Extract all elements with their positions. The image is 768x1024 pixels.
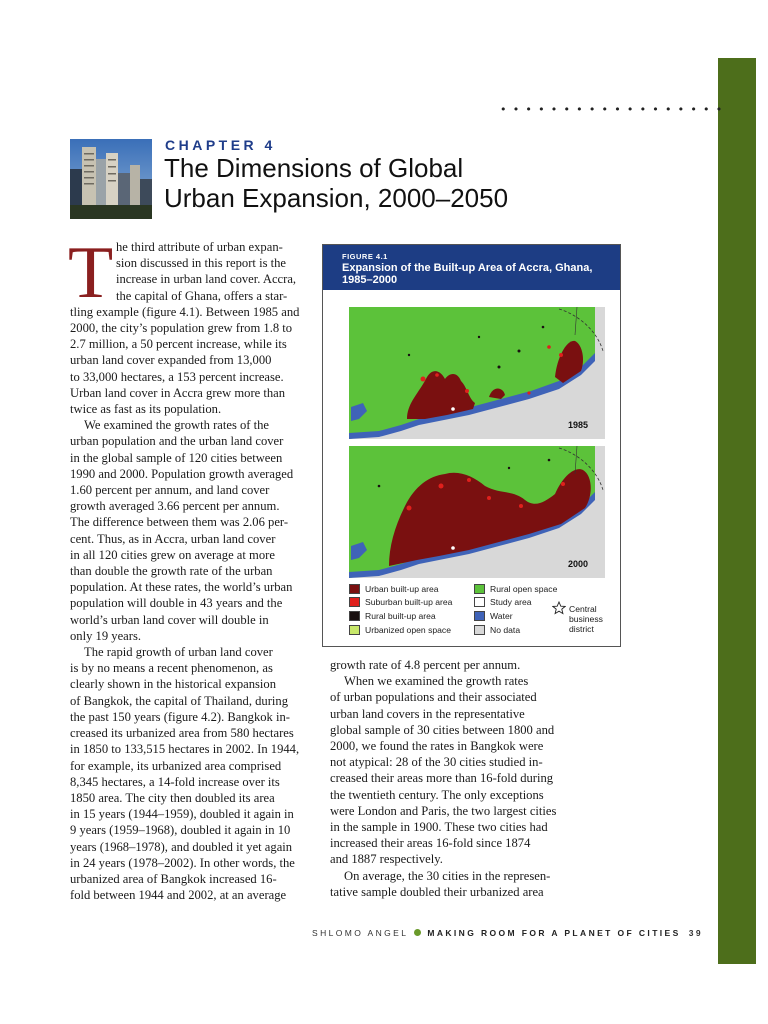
text-line: in 1850 to 133,515 hectares in 2002. In 1944,	[70, 742, 300, 757]
page-edge-bar	[718, 58, 756, 964]
cbd-label-line: district	[569, 624, 594, 634]
figure-header	[323, 245, 620, 290]
decorative-dots: ••••••••••••••••••	[500, 103, 729, 116]
text-line: Urban land cover in Accra grew more than	[70, 385, 286, 400]
text-line: 1850 area. The city then doubled its area	[70, 790, 275, 805]
text-line: the capital of Ghana, offers a star-	[116, 288, 288, 303]
text-line: is by no means a recent phenomenon, as	[70, 661, 273, 676]
text-line: the twentieth century. The only exceptions	[330, 787, 544, 802]
figure-title-line: 1985–2000	[342, 274, 398, 286]
text-line: in all 120 cities grew on average at more	[70, 547, 275, 562]
cbd-label-line: business	[569, 614, 603, 624]
map-year-label: 1985	[568, 420, 589, 430]
figure-title	[342, 262, 592, 286]
legend-label: Urban built-up area	[365, 584, 439, 594]
text-line: were London and Paris, the two largest cities	[330, 803, 557, 818]
legend-label: Study area	[490, 597, 532, 607]
text-line: population will double in 43 years and the	[70, 596, 283, 611]
text-line: urban population and the urban land cover	[70, 434, 284, 449]
text-line: growth averaged 3.66 percent per annum.	[70, 499, 280, 514]
chapter-title	[164, 153, 508, 213]
page-number: 39	[688, 928, 703, 938]
text-line: only 19 years.	[70, 628, 141, 643]
body-column-left	[68, 232, 312, 903]
legend-swatch	[474, 597, 485, 607]
star-icon	[552, 601, 566, 615]
cbd-label-line: Central	[569, 604, 597, 614]
figure-title-line: Expansion of the Built-up Area of Accra, Ghana,	[342, 262, 593, 274]
legend-label: Water	[490, 611, 513, 621]
text-line: increase in urban land cover. Accra,	[116, 272, 297, 287]
chapter-title-line: The Dimensions of Global	[164, 153, 464, 183]
text-line: increased their areas 16-fold since 1874	[330, 836, 531, 851]
text-line: not atypical: 28 of the 30 cities studied in-	[330, 755, 543, 770]
figure-4-1	[322, 244, 621, 647]
legend-label: Urbanized open space	[365, 625, 451, 635]
legend-swatch	[474, 625, 485, 635]
text-line: sion discussed in this report is the	[116, 256, 287, 271]
text-line: global sample of 30 cities between 1800 and	[330, 722, 555, 737]
page-footer	[312, 928, 703, 938]
legend-label: No data	[490, 625, 521, 635]
map-accra-2000	[349, 446, 605, 578]
legend-swatch	[349, 625, 360, 635]
text-line: cent. Thus, as in Accra, urban land cover	[70, 531, 276, 546]
legend-label: Suburban built-up area	[365, 597, 453, 607]
text-line: to 33,000 hectares, a 153 percent increase.	[70, 369, 284, 384]
text-line: world’s urban land cover will double in	[70, 612, 269, 627]
text-line: in the global sample of 120 cities between	[70, 450, 283, 465]
text-line: 8,345 hectares, a 14-fold increase over its	[70, 774, 280, 789]
text-line: creased its urbanized area from 580 hectares	[70, 726, 294, 741]
legend-swatch	[349, 597, 360, 607]
text-line: urban land covers in the representative	[330, 706, 525, 721]
legend-swatch	[349, 584, 360, 594]
text-line: We examined the growth rates of the	[84, 418, 270, 433]
text-line: 2.7 million, a 50 percent increase, while its	[70, 337, 287, 352]
footer-book-title: MAKING ROOM FOR A PLANET OF CITIES	[427, 928, 681, 938]
text-line: tling example (figure 4.1). Between 1985 and	[70, 304, 300, 319]
text-line: he third attribute of urban expan-	[116, 240, 283, 254]
text-line: for example, its urbanized area comprised	[70, 758, 282, 773]
drop-cap: T	[68, 232, 114, 314]
chapter-title-line: Urban Expansion, 2000–2050	[164, 183, 509, 213]
body-column-right	[330, 657, 576, 900]
text-line: When we examined the growth rates	[344, 674, 529, 689]
chapter-city-photo	[70, 139, 152, 219]
text-line: urbanized area of Bangkok increased 16-	[70, 871, 277, 886]
text-line: than double the growth rate of the urban	[70, 564, 273, 579]
text-line: 1.60 percent per annum, and land cover	[70, 483, 270, 498]
text-line: 9 years (1959–1968), doubled it again in 10	[70, 823, 291, 838]
legend-swatch	[349, 611, 360, 621]
map-year-label: 2000	[568, 559, 589, 569]
legend-swatch	[474, 584, 485, 594]
text-line: and 1887 respectively.	[330, 852, 443, 867]
text-line: clearly shown in the historical expansion	[70, 677, 276, 692]
legend-label: Rural open space	[490, 584, 558, 594]
text-line: in 15 years (1944–1959), doubled it again in	[70, 807, 294, 822]
text-line: years (1968–1978), and doubled it yet again	[70, 839, 293, 854]
text-line: urban land cover expanded from 13,000	[70, 353, 272, 368]
legend-label: Rural built-up area	[365, 611, 436, 621]
figure-label: FIGURE 4.1	[342, 252, 388, 261]
text-line: the past 150 years (figure 4.2). Bangkok in-	[70, 709, 290, 724]
text-line: twice as fast as its population.	[70, 402, 222, 417]
text-line: The difference between them was 2.06 per-	[70, 515, 289, 530]
bullet-dot-icon	[414, 929, 421, 936]
text-line: 2000, we found the rates in Bangkok were	[330, 739, 544, 754]
text-line: growth rate of 4.8 percent per annum.	[330, 658, 521, 672]
footer-author: SHLOMO ANGEL	[312, 928, 409, 938]
text-line: creased their areas more than 16-fold during	[330, 771, 554, 786]
text-line: in 24 years (1978–2002). In other words, the	[70, 855, 295, 870]
text-line: of Bangkok, the capital of Thailand, during	[70, 693, 289, 708]
map-accra-1985	[349, 307, 605, 439]
text-line: of urban populations and their associated	[330, 690, 537, 705]
text-line: in the sample in 1900. These two cities had	[330, 820, 548, 835]
text-line: population. At these rates, the world’s urban	[70, 580, 293, 595]
legend-swatch	[474, 611, 485, 621]
text-line: The rapid growth of urban land cover	[84, 645, 273, 660]
text-line: fold between 1944 and 2002, at an average	[70, 888, 287, 903]
text-line: tative sample doubled their urbanized area	[330, 884, 544, 899]
text-line: On average, the 30 cities in the represen-	[344, 868, 551, 883]
text-line: 2000, the city’s population grew from 1.8 to	[70, 321, 293, 336]
text-line: 1990 and 2000. Population growth averaged	[70, 466, 294, 481]
cbd-label	[569, 604, 603, 634]
chapter-label: CHAPTER 4	[165, 137, 276, 153]
